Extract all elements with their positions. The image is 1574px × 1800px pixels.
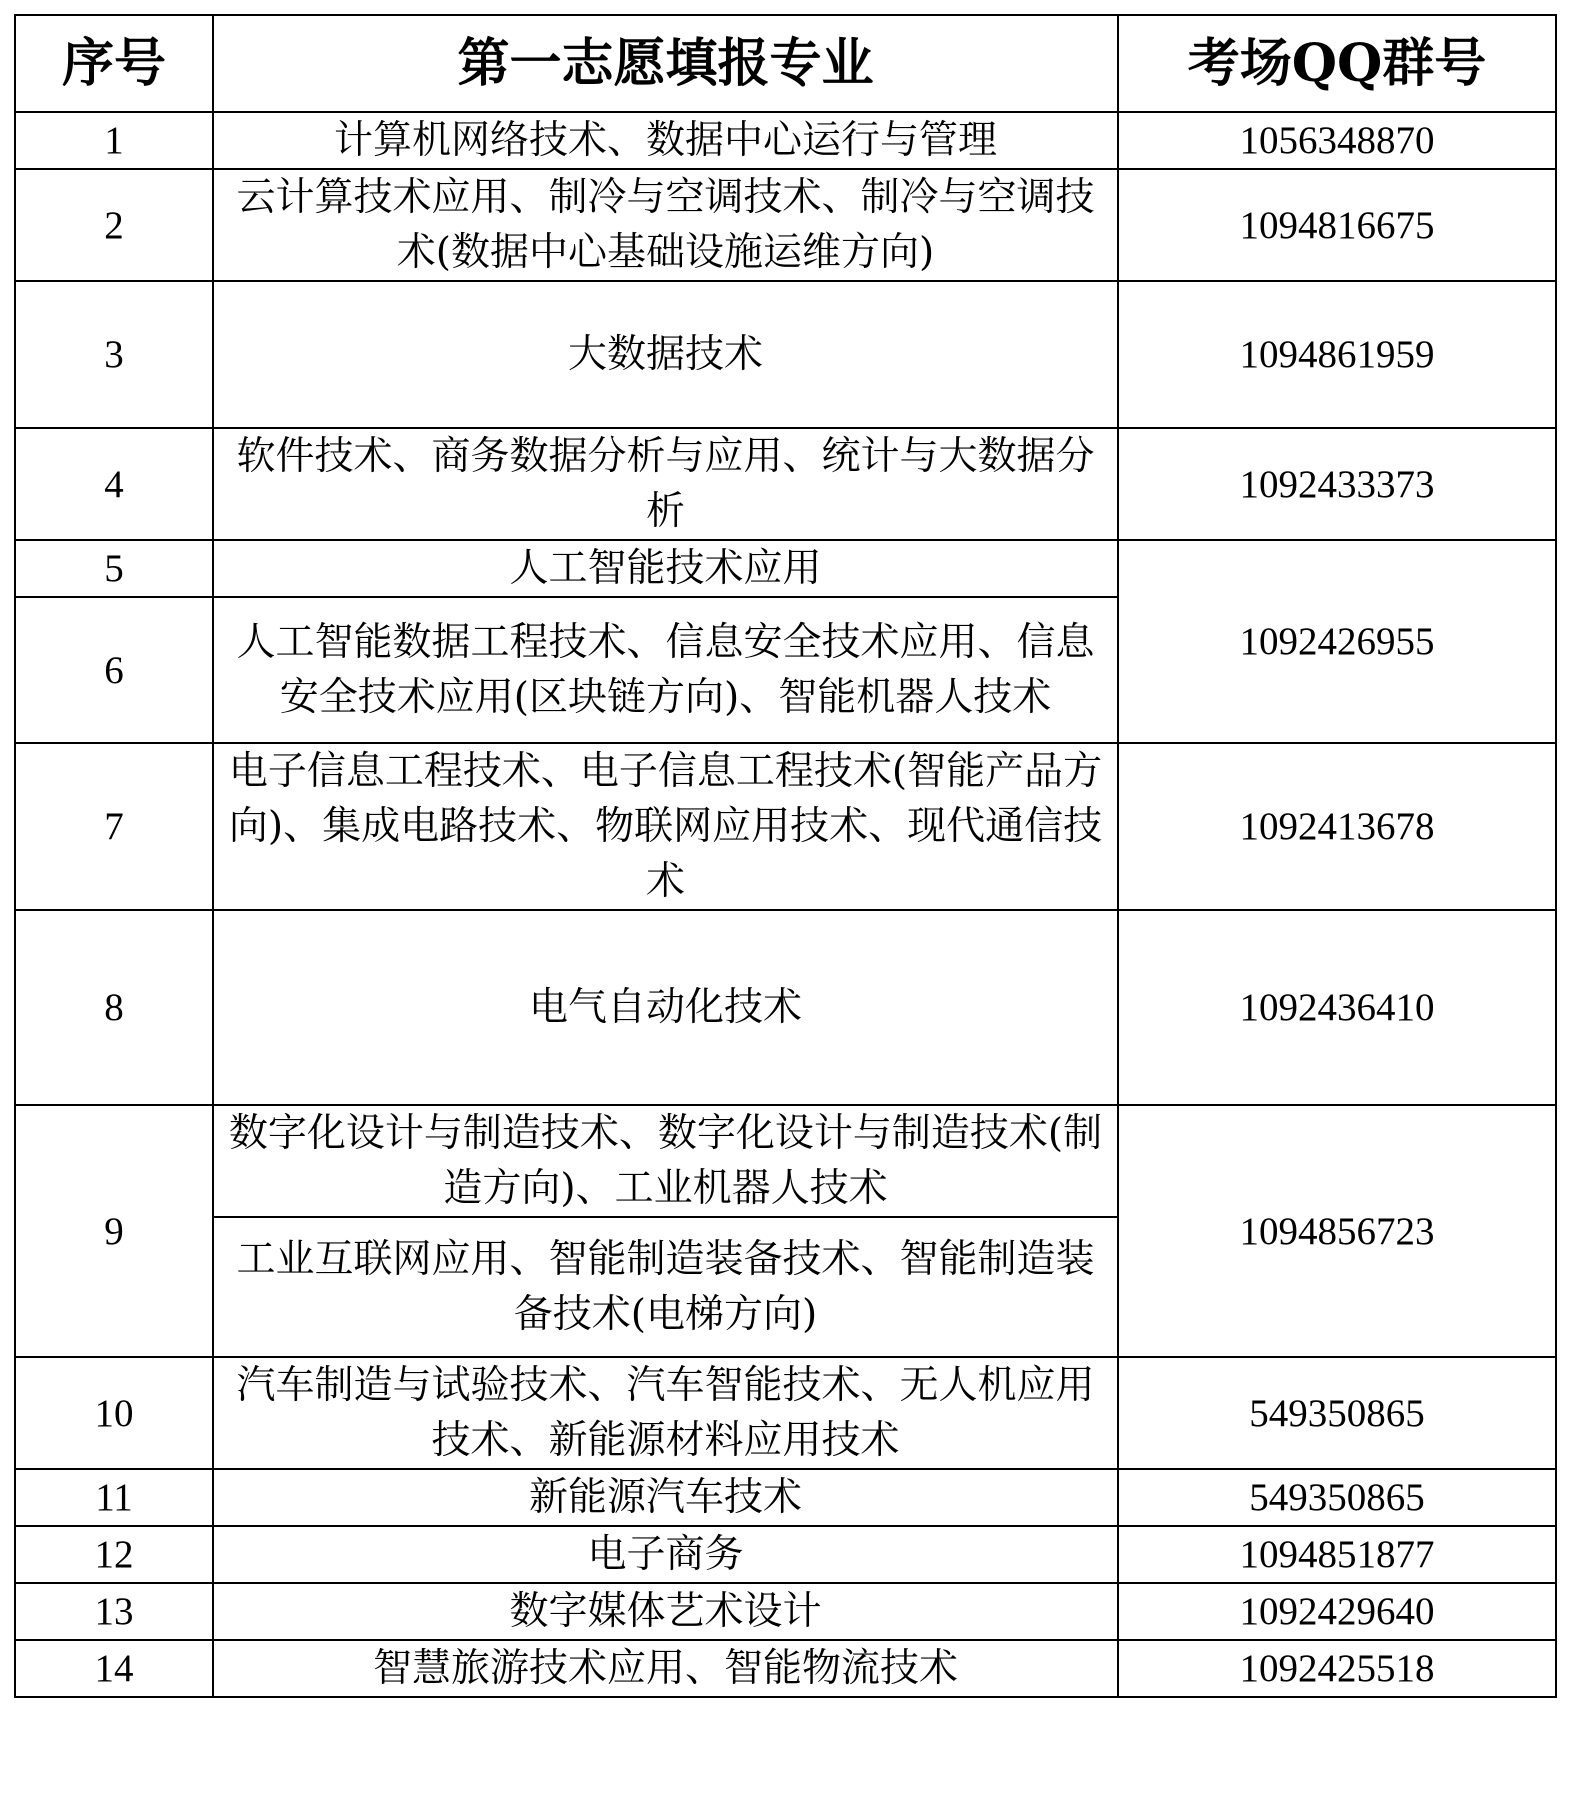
row-qq: 1092436410 (1118, 910, 1556, 1105)
table-row (15, 1469, 1556, 1526)
table-row (15, 1640, 1556, 1697)
header-no: 序号 (15, 15, 213, 112)
row-major: 人工智能技术应用 (213, 540, 1118, 597)
table-row (15, 112, 1556, 169)
row-no: 3 (15, 281, 213, 428)
row-no: 5 (15, 540, 213, 597)
row-qq: 1092429640 (1118, 1583, 1556, 1640)
header-row (15, 15, 1556, 112)
row-qq: 549350865 (1118, 1357, 1556, 1469)
table-row (15, 428, 1556, 540)
row-qq: 1094856723 (1118, 1105, 1556, 1357)
row-major: 数字媒体艺术设计 (213, 1583, 1118, 1640)
row-qq: 1092426955 (1118, 540, 1556, 743)
row-major: 云计算技术应用、制冷与空调技术、制冷与空调技术(数据中心基础设施运维方向) (213, 169, 1118, 281)
table-row (15, 743, 1556, 910)
row-no: 11 (15, 1469, 213, 1526)
row-qq: 1092433373 (1118, 428, 1556, 540)
header-qq: 考场QQ群号 (1118, 15, 1556, 112)
row-no: 1 (15, 112, 213, 169)
row-no: 2 (15, 169, 213, 281)
row-major: 数字化设计与制造技术、数字化设计与制造技术(制造方向)、工业机器人技术 (213, 1105, 1118, 1217)
row-no: 13 (15, 1583, 213, 1640)
row-major-b: 工业互联网应用、智能制造装备技术、智能制造装备技术(电梯方向) (213, 1217, 1118, 1357)
row-no: 12 (15, 1526, 213, 1583)
row-no: 8 (15, 910, 213, 1105)
table-row (15, 910, 1556, 1105)
header-major: 第一志愿填报专业 (213, 15, 1118, 112)
qq-group-table (14, 14, 1557, 1698)
table-row (15, 1526, 1556, 1583)
row-qq: 1092425518 (1118, 1640, 1556, 1697)
row-major: 计算机网络技术、数据中心运行与管理 (213, 112, 1118, 169)
row-no: 4 (15, 428, 213, 540)
row-major: 软件技术、商务数据分析与应用、统计与大数据分析 (213, 428, 1118, 540)
row-qq: 1094861959 (1118, 281, 1556, 428)
table-row (15, 540, 1556, 597)
row-qq: 1094851877 (1118, 1526, 1556, 1583)
row-major: 大数据技术 (213, 281, 1118, 428)
row-major: 汽车制造与试验技术、汽车智能技术、无人机应用技术、新能源材料应用技术 (213, 1357, 1118, 1469)
row-no: 14 (15, 1640, 213, 1697)
row-major: 电子商务 (213, 1526, 1118, 1583)
table-row (15, 1583, 1556, 1640)
row-major: 电气自动化技术 (213, 910, 1118, 1105)
row-major: 人工智能数据工程技术、信息安全技术应用、信息安全技术应用(区块链方向)、智能机器人技术 (213, 597, 1118, 743)
row-major: 新能源汽车技术 (213, 1469, 1118, 1526)
row-no: 10 (15, 1357, 213, 1469)
row-major: 智慧旅游技术应用、智能物流技术 (213, 1640, 1118, 1697)
row-qq: 1092413678 (1118, 743, 1556, 910)
row-major: 电子信息工程技术、电子信息工程技术(智能产品方向)、集成电路技术、物联网应用技术、现代通信技术 (213, 743, 1118, 910)
table-row (15, 281, 1556, 428)
row-qq: 1094816675 (1118, 169, 1556, 281)
row-qq: 1056348870 (1118, 112, 1556, 169)
table-row (15, 1357, 1556, 1469)
table-row (15, 169, 1556, 281)
table-row (15, 1105, 1556, 1217)
row-no: 9 (15, 1105, 213, 1357)
row-qq: 549350865 (1118, 1469, 1556, 1526)
row-no: 7 (15, 743, 213, 910)
row-no: 6 (15, 597, 213, 743)
